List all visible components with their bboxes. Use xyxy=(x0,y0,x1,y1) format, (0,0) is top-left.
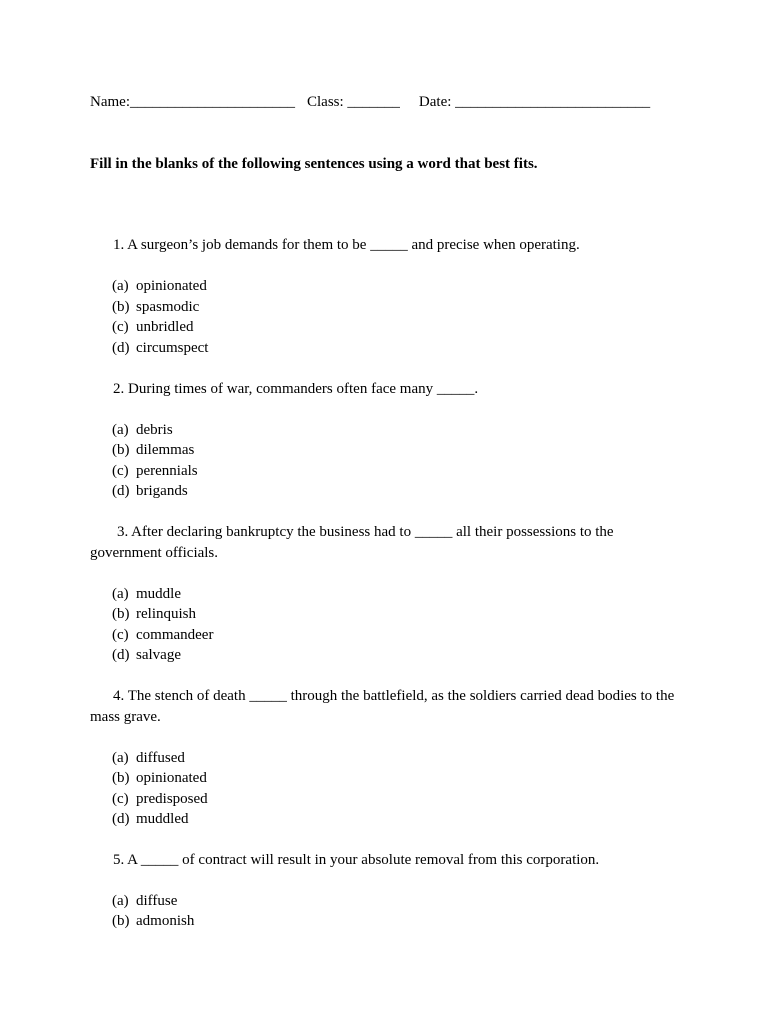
option-label: (d) xyxy=(112,483,130,499)
option-label: (c) xyxy=(112,319,129,335)
question-1-option-d[interactable] xyxy=(112,338,208,358)
option-text: diffuse xyxy=(136,893,178,909)
date-field-label[interactable]: Date: __________________________ xyxy=(418,94,651,110)
option-text: unbridled xyxy=(136,319,194,335)
question-2-text: 2. During times of war, commanders often face many _____. xyxy=(113,381,479,397)
question-5-option-a[interactable] xyxy=(112,891,177,911)
question-3-text: 3. After declaring bankruptcy the business had to _____ all their possessions to the government officials. xyxy=(90,524,614,561)
name-field-label[interactable]: Name:______________________ xyxy=(90,94,295,110)
option-label: (b) xyxy=(112,442,130,458)
option-text: spasmodic xyxy=(136,299,200,315)
option-text: perennials xyxy=(136,463,198,479)
option-text: relinquish xyxy=(136,606,196,622)
question-5-option-b[interactable] xyxy=(112,911,194,931)
option-text: opinionated xyxy=(136,278,207,294)
option-text: diffused xyxy=(136,750,185,766)
student-info-header xyxy=(90,92,650,112)
option-text: brigands xyxy=(136,483,188,499)
option-label: (d) xyxy=(112,647,130,663)
question-4-text: 4. The stench of death _____ through the battlefield, as the soldiers carried dead bodies to the mass grave. xyxy=(90,688,675,725)
question-1-option-b[interactable] xyxy=(112,297,199,317)
option-label: (a) xyxy=(112,586,129,602)
option-label: (b) xyxy=(112,770,130,786)
question-2-option-c[interactable] xyxy=(112,461,198,481)
option-label: (b) xyxy=(112,299,130,315)
option-text: predisposed xyxy=(136,791,208,807)
question-3-option-c[interactable] xyxy=(112,625,213,645)
instructions-heading: Fill in the blanks of the following sentences using a word that best fits. xyxy=(90,156,538,172)
question-2-option-b[interactable] xyxy=(112,440,194,460)
option-text: circumspect xyxy=(136,340,209,356)
class-field-label[interactable]: Class: _______ xyxy=(306,94,400,110)
question-3-option-d[interactable] xyxy=(112,645,181,665)
option-label: (c) xyxy=(112,791,129,807)
option-label: (a) xyxy=(112,750,129,766)
option-label: (b) xyxy=(112,913,130,929)
option-text: dilemmas xyxy=(136,442,195,458)
question-4-option-d[interactable] xyxy=(112,809,189,829)
question-1-text: 1. A surgeon’s job demands for them to be _____ and precise when operating. xyxy=(113,237,580,253)
option-text: muddle xyxy=(136,586,181,602)
question-1-option-c[interactable] xyxy=(112,317,194,337)
option-label: (b) xyxy=(112,606,130,622)
option-label: (a) xyxy=(112,893,129,909)
option-label: (a) xyxy=(112,278,129,294)
question-3-option-a[interactable] xyxy=(112,584,181,604)
question-2-option-a[interactable] xyxy=(112,420,173,440)
option-text: debris xyxy=(136,422,173,438)
option-label: (c) xyxy=(112,463,129,479)
question-2-option-d[interactable] xyxy=(112,481,188,501)
question-1-option-a[interactable] xyxy=(112,276,207,296)
question-3-option-b[interactable] xyxy=(112,604,196,624)
option-text: admonish xyxy=(136,913,195,929)
question-4-option-b[interactable] xyxy=(112,768,207,788)
option-label: (c) xyxy=(112,627,129,643)
option-label: (d) xyxy=(112,811,130,827)
option-text: opinionated xyxy=(136,770,207,786)
option-text: muddled xyxy=(136,811,189,827)
option-text: commandeer xyxy=(136,627,214,643)
option-label: (d) xyxy=(112,340,130,356)
question-4-option-a[interactable] xyxy=(112,748,185,768)
option-text: salvage xyxy=(136,647,181,663)
question-5-text: 5. A _____ of contract will result in your absolute removal from this corporation. xyxy=(113,852,600,868)
question-4-option-c[interactable] xyxy=(112,789,208,809)
option-label: (a) xyxy=(112,422,129,438)
